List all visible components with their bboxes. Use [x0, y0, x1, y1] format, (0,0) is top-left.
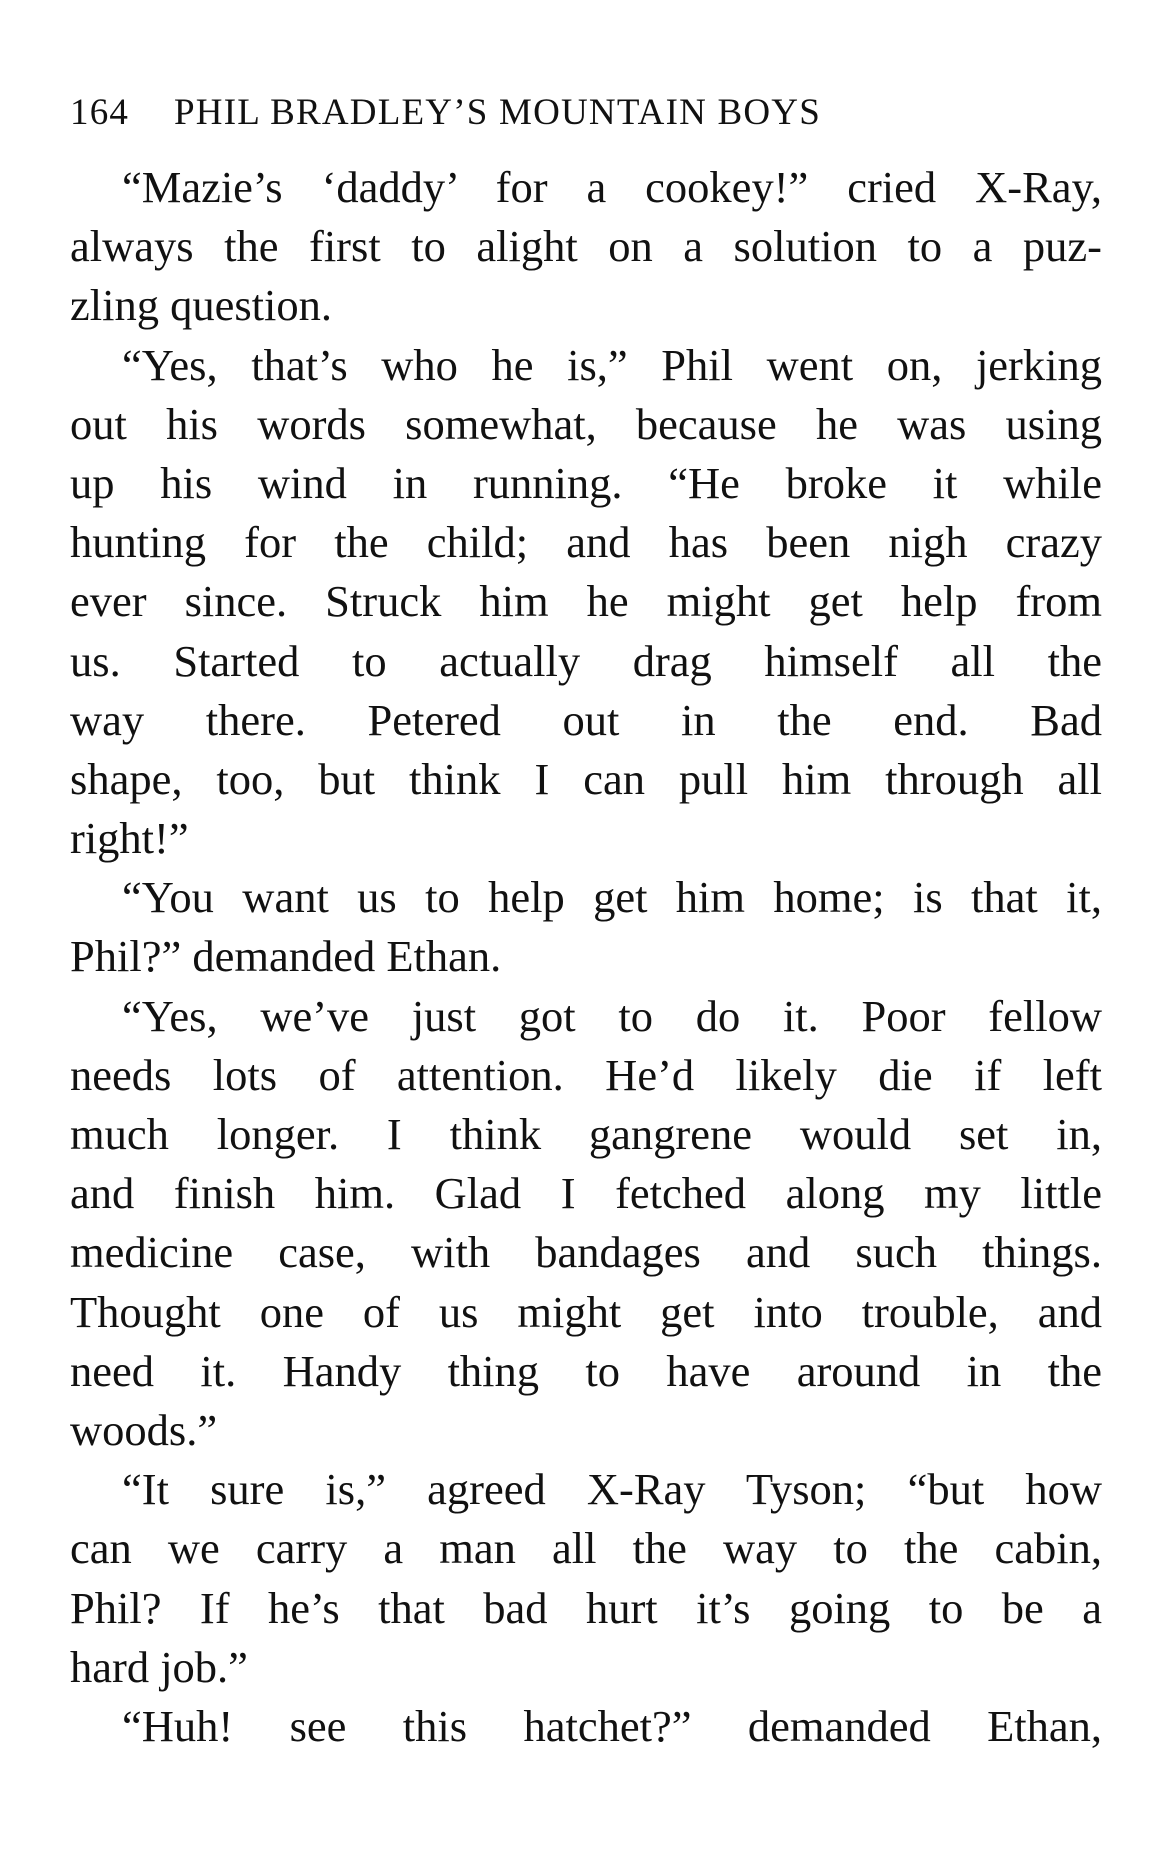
text-line: “Yes, we’ve just got to do it. Poor fellow — [122, 990, 1102, 1041]
text-line: need it. Handy thing to have around in the — [70, 1345, 1102, 1396]
text-line: “Mazie’s ‘daddy’ for a cookey!” cried X-Ray, — [122, 162, 1102, 212]
text-line: us. Started to actually drag himself all the — [70, 635, 1102, 686]
text-line: out his words somewhat, because he was using — [70, 398, 1102, 449]
text-line: Phil? If he’s that bad hurt it’s going to be a — [70, 1582, 1102, 1633]
text-line: “Yes, that’s who he is,” Phil went on, jerking — [122, 339, 1102, 390]
text-line: “You want us to help get him home; is that it, — [122, 872, 1102, 923]
text-line: hunting for the child; and has been nigh crazy — [70, 517, 1102, 568]
text-line: hard job.” — [70, 1641, 248, 1692]
text-line: up his wind in running. “He broke it while — [70, 457, 1102, 508]
text-line: can we carry a man all the way to the cabin, — [70, 1523, 1102, 1574]
book-page — [70, 88, 1102, 1756]
body-text — [70, 158, 1102, 1756]
text-line: woods.” — [70, 1404, 218, 1455]
text-line: medicine case, with bandages and such things. — [70, 1227, 1102, 1278]
text-line: always the first to alight on a solution to a puz- — [70, 221, 1102, 272]
text-line: and finish him. Glad I fetched along my little — [70, 1168, 1102, 1219]
text-line: “Huh! see this hatchet?” demanded Ethan, — [122, 1700, 1102, 1751]
text-line: Thought one of us might get into trouble, and — [70, 1286, 1102, 1337]
text-line: right!” — [70, 813, 189, 864]
text-line: shape, too, but think I can pull him through all — [70, 753, 1102, 804]
running-head — [70, 88, 1102, 138]
text-line: Phil?” demanded Ethan. — [70, 931, 502, 982]
text-line: ever since. Struck him he might get help from — [70, 576, 1102, 627]
text-line: zling question. — [70, 280, 333, 331]
text-line: way there. Petered out in the end. Bad — [70, 694, 1102, 745]
page-number: 164 — [70, 92, 130, 133]
text-line: “It sure is,” agreed X-Ray Tyson; “but how — [122, 1464, 1102, 1515]
running-title: PHIL BRADLEY’S MOUNTAIN BOYS — [174, 92, 821, 133]
text-line: much longer. I think gangrene would set in, — [70, 1109, 1102, 1159]
text-line: needs lots of attention. He’d likely die if left — [70, 1049, 1102, 1100]
